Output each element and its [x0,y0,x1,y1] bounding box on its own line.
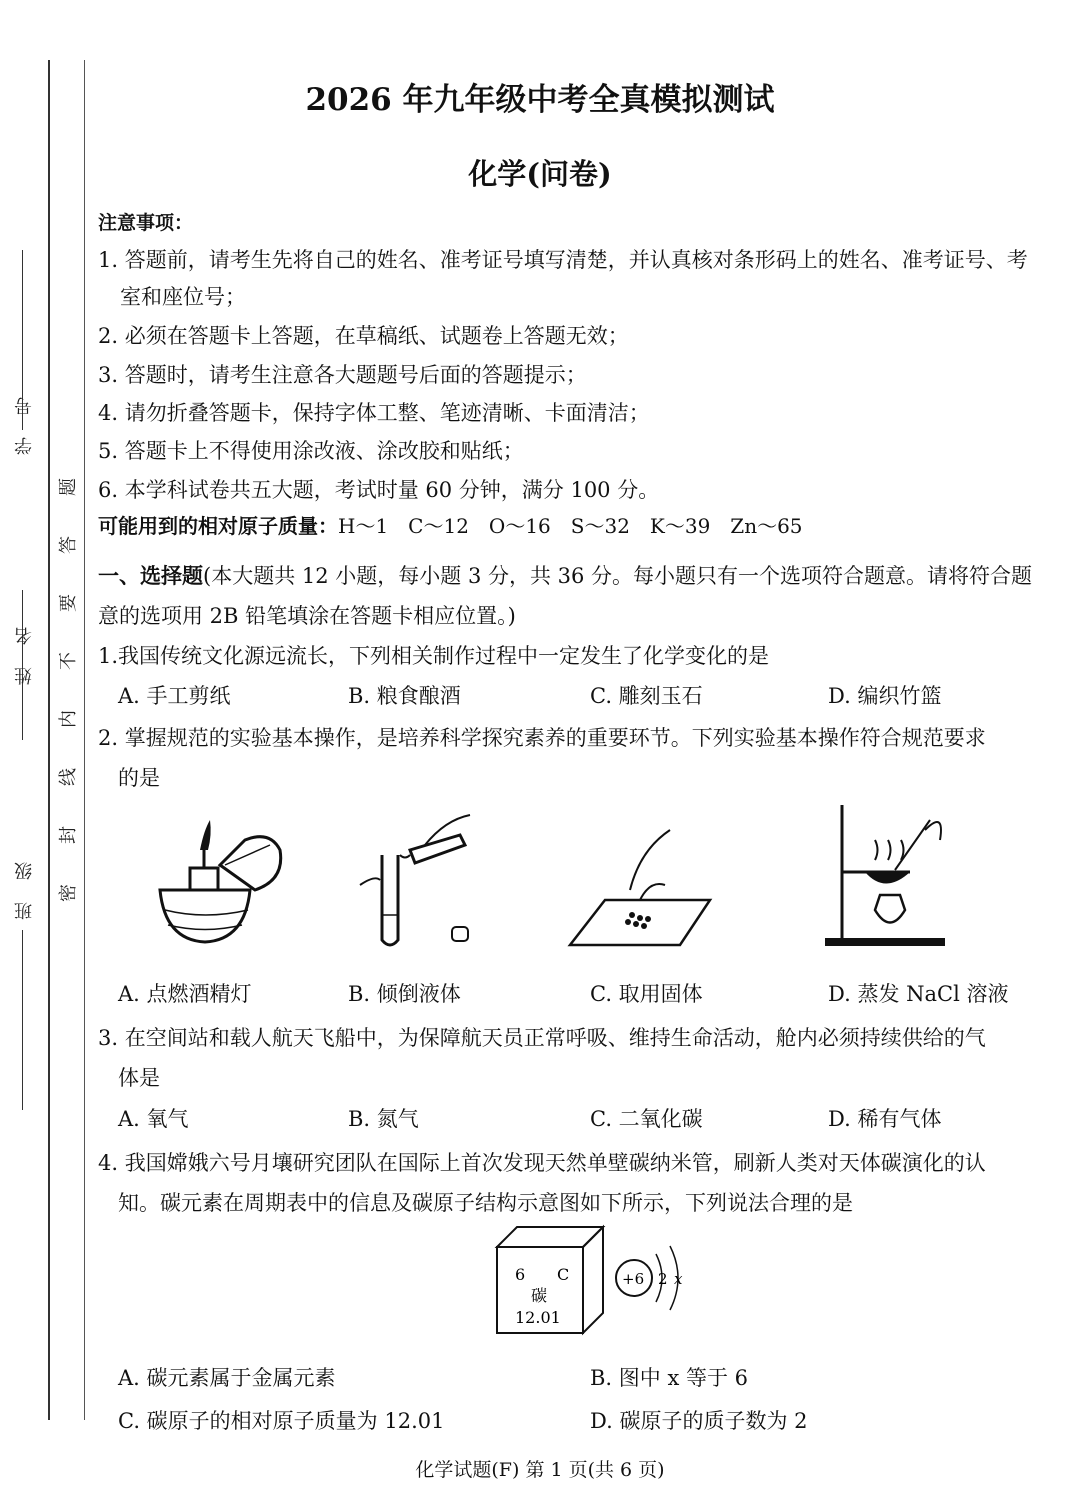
exam-title: 2026 年九年级中考全真模拟测试 [305,82,775,118]
notice-item: 4. 请勿折叠答题卡，保持字体工整、笔迹清晰、卡面清洁； [98,401,650,425]
seal-char: 线 [58,768,79,786]
alcohol-lamp-illustration [150,830,290,950]
atom-structure-diagram [612,1240,692,1316]
seal-char: 要 [58,594,79,612]
option-a: A. 氧气 [118,1107,189,1131]
element-mass: 12.01 [515,1308,561,1327]
seal-char: 题 [58,478,79,496]
atomic-mass-label: 可能用到的相对原子质量： [98,514,338,538]
option-a: A. 手工剪纸 [118,684,231,708]
element-number: 6 [515,1265,526,1284]
notice-heading: 注意事项： [98,212,194,234]
notice-item: 6. 本学科试卷共五大题，考试时量 60 分钟，满分 100 分。 [98,478,660,502]
atom-nucleus: +6 [622,1270,645,1288]
name-label: 姓 名 [14,625,35,685]
element-symbol: C [557,1265,570,1284]
take-solid-illustration [570,830,720,950]
atomic-mass-row [98,510,803,539]
option-d: D. 稀有气体 [828,1107,942,1131]
notice-item: 2. 必须在答题卡上答题，在草稿纸、试题卷上答题无效； [98,324,629,348]
evaporate-illustration [820,800,960,950]
question-stem: 3. 在空间站和载人航天飞船中，为保障航天员正常呼吸、维持生命活动，舱内必须持续供给的气 [98,1026,986,1050]
notice-item: 3. 答题时，请考生注意各大题题号后面的答题提示； [98,363,587,387]
section-desc: (本大题共 12 小题，每小题 3 分，共 36 分。每小题只有一个选项符合题意。请将符合题 [203,564,1033,588]
option-a: A. 点燃酒精灯 [118,982,252,1006]
section-desc: 意的选项用 2B 铅笔填涂在答题卡相应位置。) [98,604,516,628]
option-c: C. 取用固体 [590,982,703,1006]
page-footer: 化学试题(F) 第 1 页(共 6 页) [415,1459,665,1481]
option-b: B. 图中 x 等于 6 [590,1366,749,1390]
question-stem: 体是 [118,1066,160,1090]
binding-line [84,60,85,1420]
question-stem: 知。碳元素在周期表中的信息及碳原子结构示意图如下所示，下列说法合理的是 [118,1191,853,1215]
question-stem: 4. 我国嫦娥六号月壤研究团队在国际上首次发现天然单壁碳纳米管，刷新人类对天体碳演化的认 [98,1151,986,1175]
section-title: 一、选择题 [98,563,203,588]
option-d: D. 碳原子的质子数为 2 [590,1409,808,1433]
question-stem: 1.我国传统文化源远流长，下列相关制作过程中一定发生了化学变化的是 [98,644,770,668]
option-b: B. 倾倒液体 [348,982,461,1006]
atom-shell-2: x [674,1270,683,1288]
question-stem: 2. 掌握规范的实验基本操作，是培养科学探究素养的重要环节。下列实验基本操作符合规范要求 [98,726,986,750]
section-heading [98,560,1032,590]
notice-item: 室和座位号； [120,285,246,309]
element-cell-diagram [495,1225,605,1335]
option-d: D. 蒸发 NaCl 溶液 [828,982,1009,1006]
question-stem: 的是 [118,766,160,790]
option-c: C. 碳原子的相对原子质量为 12.01 [118,1409,445,1433]
notice-item: 1. 答题前，请考生先将自己的姓名、准考证号填写清楚，并认真核对条形码上的姓名、准考证号、考 [98,248,1028,272]
option-c: C. 雕刻玉石 [590,684,703,708]
notice-item: 5. 答题卡上不得使用涂改液、涂改胶和贴纸； [98,439,524,463]
option-c: C. 二氧化碳 [590,1107,703,1131]
class-blank [22,930,23,1110]
seal-char: 密 [58,884,79,902]
exam-subtitle: 化学(问卷) [468,157,612,191]
element-name: 碳 [531,1286,548,1305]
class-label: 班 级 [14,860,35,920]
seal-char: 答 [58,536,79,554]
option-d: D. 编织竹篮 [828,684,942,708]
pour-liquid-illustration [350,815,490,955]
seal-char: 封 [58,826,79,844]
option-b: B. 氮气 [348,1107,419,1131]
seal-char: 内 [58,710,79,728]
option-b: B. 粮食酿酒 [348,684,461,708]
option-a: A. 碳元素属于金属元素 [118,1366,336,1390]
atomic-mass-values: H～1 C～12 O～16 S～32 K～39 Zn～65 [338,514,803,538]
atom-shell-1: 2 [658,1270,668,1288]
student-id-label: 学 号 [14,395,35,455]
seal-char: 不 [58,652,79,670]
binding-line [48,60,50,1420]
